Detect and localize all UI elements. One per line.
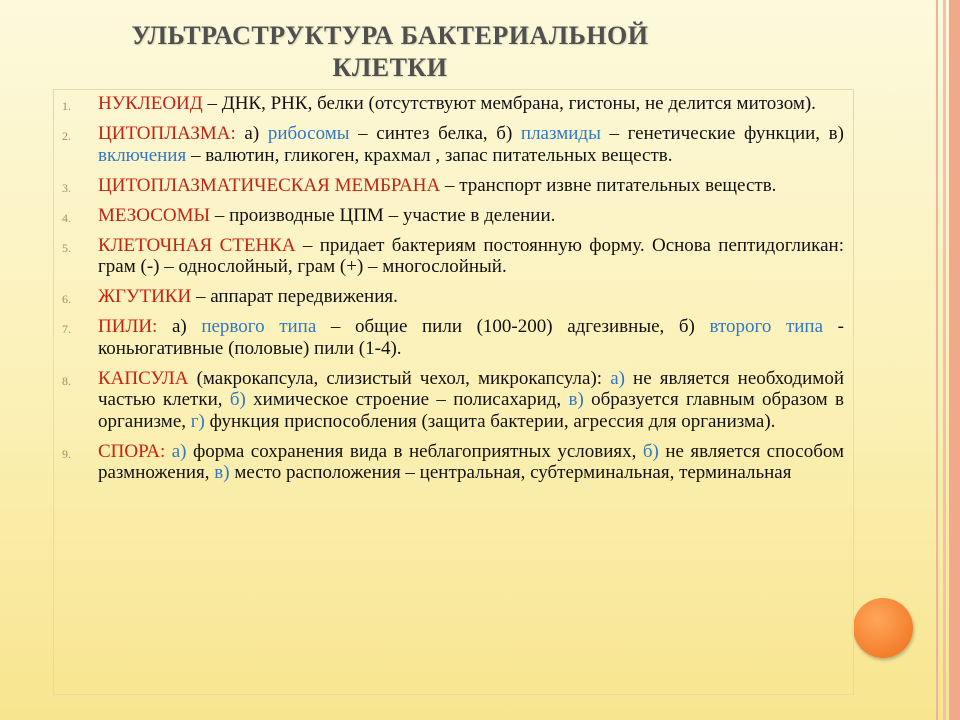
- term-heading: НУКЛЕОИД: [98, 93, 203, 114]
- subterm-highlight: а): [610, 367, 625, 389]
- item-text: а): [235, 123, 268, 144]
- list-item: [62, 316, 844, 359]
- list-item: [62, 205, 844, 227]
- term-heading: КАПСУЛА: [98, 367, 189, 389]
- list-item: [62, 235, 844, 278]
- item-text: не является необходимой частью клетки,: [98, 367, 844, 410]
- subterm-highlight: второго типа: [709, 316, 824, 337]
- term-heading: ЦИТОПЛАЗМА:: [98, 123, 236, 144]
- list-item-number: 6.: [62, 292, 71, 306]
- item-text: форма сохранения вида в неблагоприятных условиях,: [186, 440, 643, 462]
- term-heading: ЖГУТИКИ: [98, 286, 192, 307]
- subterm-highlight: б): [642, 440, 659, 462]
- item-text: функция приспособления (защита бактерии, агрессия для организма).: [204, 410, 776, 432]
- list-item-number: 1.: [62, 99, 71, 113]
- item-text: – производные ЦПМ – участие в делении.: [210, 204, 556, 226]
- subterm-highlight: а): [171, 440, 187, 462]
- item-text: образуется главным образом в организме,: [98, 389, 844, 432]
- decorative-side-stripes: [930, 0, 960, 720]
- list-item: [62, 441, 844, 484]
- term-heading: МЕЗОСОМЫ: [98, 204, 211, 226]
- subterm-highlight: г): [190, 410, 205, 432]
- slide-title-line1: УЛЬТРАСТРУКТУРА БАКТЕРИАЛЬНОЙ: [131, 21, 649, 50]
- item-text: – транспорт извне питательных веществ.: [440, 174, 777, 196]
- stripe-thin: [936, 0, 938, 720]
- item-text: а): [157, 316, 202, 337]
- item-text: – общие пили (100-200) адгезивные, б): [316, 316, 710, 337]
- list-item-number: 9.: [62, 446, 71, 461]
- item-text: – синтез белка, б): [349, 123, 521, 144]
- list-item-number: 3.: [62, 180, 71, 195]
- numbered-list: [62, 93, 844, 492]
- subterm-highlight: в): [568, 389, 584, 410]
- term-heading: КЛЕТОЧНАЯ СТЕНКА: [98, 234, 296, 256]
- slide-title: [70, 20, 710, 84]
- term-heading: СПОРА:: [98, 440, 166, 462]
- item-text: химическое строение – полисахарид,: [245, 389, 569, 410]
- item-text: не является способом размножения,: [98, 440, 845, 483]
- item-text: место расположения – центральная, субтерминальная, терминальная: [229, 462, 792, 483]
- term-heading: ЦИТОПЛАЗМАТИЧЕСКАЯ МЕМБРАНА: [98, 174, 441, 196]
- subterm-highlight: плазмиды: [520, 123, 601, 144]
- term-heading: ПИЛИ:: [98, 316, 158, 337]
- item-text: – придает бактериям постоянную форму. Основа пептидогликан: грам (-) – однослойный, грам (+) – многослойный.: [98, 234, 844, 277]
- stripe-medium: [943, 0, 946, 720]
- subterm-highlight: б): [229, 389, 246, 410]
- item-text: – аппарат передвижения.: [191, 286, 398, 307]
- list-item: [62, 123, 844, 166]
- stripe-wide: [949, 0, 960, 720]
- subterm-highlight: в): [214, 462, 230, 483]
- item-text: – ДНК, РНК, белки (отсутствуют мембрана, гистоны, не делится митозом).: [202, 93, 816, 114]
- list-item: [62, 368, 844, 433]
- list-item: [62, 175, 844, 197]
- item-text: – генетические функции, в): [600, 123, 844, 144]
- list-item: [62, 93, 844, 115]
- slide-title-line2: КЛЕТКИ: [332, 53, 448, 82]
- list-item-number: 7.: [62, 322, 71, 336]
- list-item-number: 2.: [62, 129, 71, 143]
- item-text: – валютин, гликоген, крахмал , запас питательных веществ.: [186, 144, 673, 166]
- list-item-number: 4.: [62, 210, 71, 225]
- item-text: - коньюгативные (половые) пили (1-4).: [98, 316, 844, 359]
- list-item: [62, 286, 844, 308]
- item-text: (макрокапсула, слизистый чехол, микрокапсула):: [188, 367, 611, 389]
- subterm-highlight: рибосомы: [267, 123, 350, 144]
- decorative-orange-circle: [853, 598, 913, 658]
- list-item-number: 5.: [62, 240, 71, 255]
- list-item-number: 8.: [62, 373, 71, 388]
- subterm-highlight: включения: [98, 144, 187, 166]
- subterm-highlight: первого типа: [201, 316, 317, 337]
